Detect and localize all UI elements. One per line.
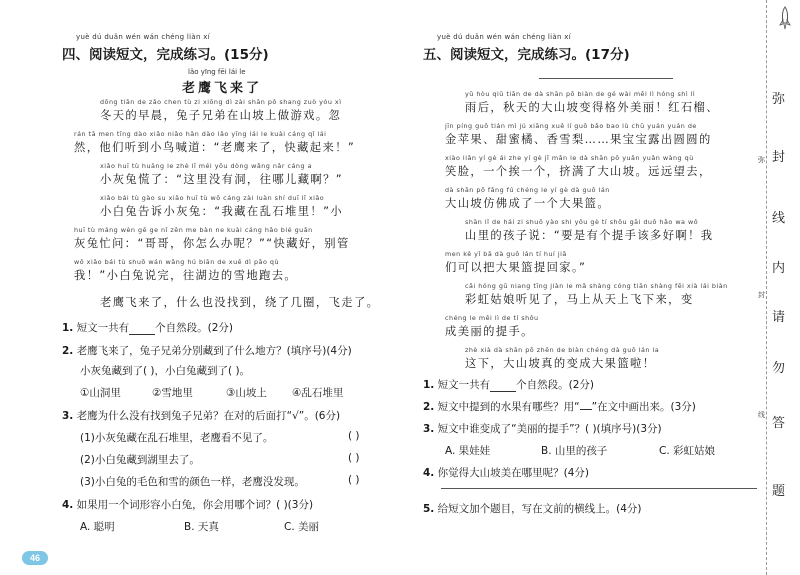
pinyin-line: xiǎo bái tù gào su xiǎo huī tù wǒ cáng zài luàn shí duī lǐ xiǎo <box>100 194 325 202</box>
binding-char: 题 <box>772 484 786 499</box>
pinyin-line: chéng le měi lì de tí shǒu <box>445 314 539 322</box>
passage-line: 雨后，秋天的大山坡变得格外美丽！红石榴、 <box>465 101 719 114</box>
q3-option: C. 彩虹姑娘 <box>659 445 716 457</box>
pinyin-line: men kě yǐ bǎ dà guǒ lán tí huí jiā <box>445 250 567 258</box>
passage-line: 彩虹姑娘听见了，马上从天上飞下来，变 <box>465 293 694 306</box>
question-4: 4. 你觉得大山坡美在哪里呢？(4分) <box>423 467 590 479</box>
q4-option: A. 聪明 <box>80 521 115 533</box>
question-3: 3. 老鹰为什么没有找到兔子兄弟？在对的后面打“√”。(6分) <box>62 410 341 422</box>
q2-answer-line[interactable]: 小灰兔藏到了( )，小白兔藏到了( )。 <box>80 365 251 377</box>
section-heading: 五、阅读短文，完成练习。(17分) <box>423 47 630 63</box>
passage-line: 们可以把大果篮提回家。” <box>445 261 587 274</box>
pinyin-line: jīn píng guǒ tián mì jú xiāng xuě lí guǒ bǎo bao lù chū yuán yuán de <box>445 122 697 130</box>
pinyin-line: xiǎo huī tù huāng le zhè lǐ méi yǒu dòng wǎng nǎr cáng a <box>100 162 312 170</box>
question-5: 5. 给短文加个题目，写在文前的横线上。(4分) <box>423 503 642 515</box>
q4-option: C. 美丽 <box>284 521 320 533</box>
answer-blank[interactable] <box>490 381 516 392</box>
question-3: 3. 短文中谁变成了“美丽的提手”？( )(填序号)(3分) <box>423 423 662 435</box>
passage-line: 大山坡仿佛成了一个大果篮。 <box>445 197 611 210</box>
q2-option: ③山坡上 <box>226 387 267 399</box>
answer-blank[interactable] <box>129 324 155 335</box>
pinyin-line: xiào liǎn yí gè ái zhe yí gè jǐ mǎn le dà shān pō yuǎn yuǎn wàng qù <box>445 154 694 162</box>
passage-line: 冬天的早晨，兔子兄弟在山坡上做游戏。忽 <box>100 109 342 122</box>
binding-small-char: 线 <box>758 411 765 419</box>
q4-option: B. 天真 <box>184 521 219 533</box>
binding-char: 弥 <box>772 92 786 107</box>
binding-char: 答 <box>772 416 786 431</box>
q2-option: ①山洞里 <box>80 387 121 399</box>
pinyin-line: zhè xià dà shān pō zhēn de biàn chéng dà guǒ lán la <box>465 346 660 354</box>
question-4: 4. 如果用一个词形容小白兔，你会用哪个词？( )(3分) <box>62 499 314 511</box>
pinyin-line: dōng tiān de zǎo chen tù zi xiōng dì zài shān pō shang zuò yóu xì <box>100 98 342 106</box>
page-number: 46 <box>22 551 48 565</box>
pinyin-line: yǔ hòu qiū tiān de dà shān pō biàn de gé wài měi lì hóng shì lì <box>465 90 696 98</box>
q3-item: (1)小灰兔藏在乱石堆里，老鹰看不见了。 <box>80 432 274 444</box>
passage-line: 灰兔忙问：“哥哥，你怎么办呢？”“快藏好，别管 <box>74 237 350 250</box>
q3-option: B. 山里的孩子 <box>541 445 608 457</box>
pinyin-line: dà shān pō fǎng fú chéng le yí gè dà guǒ lán <box>445 186 610 194</box>
passage-line: 笑脸，一个挨一个，挤满了大山坡。远远望去， <box>445 165 712 178</box>
rocket-icon <box>778 6 792 30</box>
q3-check-box[interactable]: ( ) <box>348 430 360 442</box>
passage-line: 然，他们听到小鸟喊道：“老鹰来了，快藏起来！” <box>74 141 356 154</box>
binding-small-char: 弥 <box>758 156 765 164</box>
binding-char: 请 <box>772 310 786 325</box>
binding-char: 勿 <box>772 361 786 376</box>
section-pinyin: yuè dú duǎn wén wán chéng liàn xí <box>437 33 571 41</box>
question-2: 2. 老鹰飞来了，兔子兄弟分别藏到了什么地方？(填序号)(4分) <box>62 345 352 357</box>
passage-line: 成美丽的提手。 <box>445 325 534 338</box>
binding-small-char: 封 <box>758 291 765 299</box>
passage-line: 小灰兔慌了：“这里没有洞，往哪儿藏啊？” <box>100 173 344 186</box>
seal-dashed-line <box>766 0 767 575</box>
title-pinyin: lǎo yīng fēi lái le <box>188 68 246 76</box>
passage-line: 这下，大山坡真的变成大果篮啦！ <box>465 357 656 370</box>
question-1: 1. 短文一共有 个自然段。(2分) <box>423 379 595 391</box>
q3-item: (3)小白兔的毛色和雪的颜色一样，老鹰没发现。 <box>80 476 305 488</box>
passage-line: 老鹰飞来了，什么也没找到，绕了几圈，飞走了。 <box>100 296 380 309</box>
section-heading: 四、阅读短文，完成练习。(15分) <box>62 47 269 63</box>
passage-line: 我！”小白兔说完，往湖边的雪地跑去。 <box>74 269 298 282</box>
pinyin-line: wǒ xiǎo bái tù shuō wán wǎng hú biān de xuě dì pǎo qù <box>74 258 279 266</box>
binding-char: 线 <box>772 211 786 226</box>
binding-char: 内 <box>772 261 786 276</box>
pinyin-line: cǎi hóng gū niang tīng jiàn le mǎ shàng cóng tiān shàng fēi xià lái biàn <box>465 282 728 290</box>
passage-line: 山里的孩子说：“要是有个提手该多好啊！我 <box>465 229 714 242</box>
pinyin-line: shān lǐ de hái zi shuō yào shi yǒu gè tí shǒu gāi duō hǎo wa wǒ <box>465 218 699 226</box>
passage-title: 老鹰飞来了 <box>182 81 263 96</box>
binding-strip <box>757 0 800 575</box>
q2-option: ④乱石堆里 <box>292 387 344 399</box>
q4-answer-line[interactable] <box>441 488 757 489</box>
passage-line: 金苹果、甜蜜橘、香雪梨……果宝宝露出圆圆的 <box>445 133 712 146</box>
question-1: 1. 短文一共有 个自然段。(2分) <box>62 322 234 334</box>
q2-option: ②雪地里 <box>152 387 193 399</box>
binding-char: 封 <box>772 150 786 165</box>
q3-check-box[interactable]: ( ) <box>348 474 360 486</box>
pinyin-line: huī tù máng wèn gē ge nǐ zěn me bàn ne kuài cáng hǎo bié guǎn <box>74 226 313 234</box>
section-pinyin: yuè dú duǎn wén wán chéng liàn xí <box>76 33 210 41</box>
q3-option: A. 果娃娃 <box>445 445 491 457</box>
q3-item: (2)小白兔藏到湖里去了。 <box>80 454 200 466</box>
question-2: 2. 短文中提到的水果有哪些？用“ ”在文中画出来。(3分) <box>423 401 696 413</box>
passage-line: 小白兔告诉小灰兔：“我藏在乱石堆里！”小 <box>100 205 344 218</box>
pinyin-line: rán tā men tīng dào xiǎo niǎo hǎn dào lǎo yīng lái le kuài cáng qǐ lái <box>74 130 327 138</box>
underline-symbol <box>580 400 592 410</box>
title-answer-line[interactable] <box>539 78 673 79</box>
q3-check-box[interactable]: ( ) <box>348 452 360 464</box>
